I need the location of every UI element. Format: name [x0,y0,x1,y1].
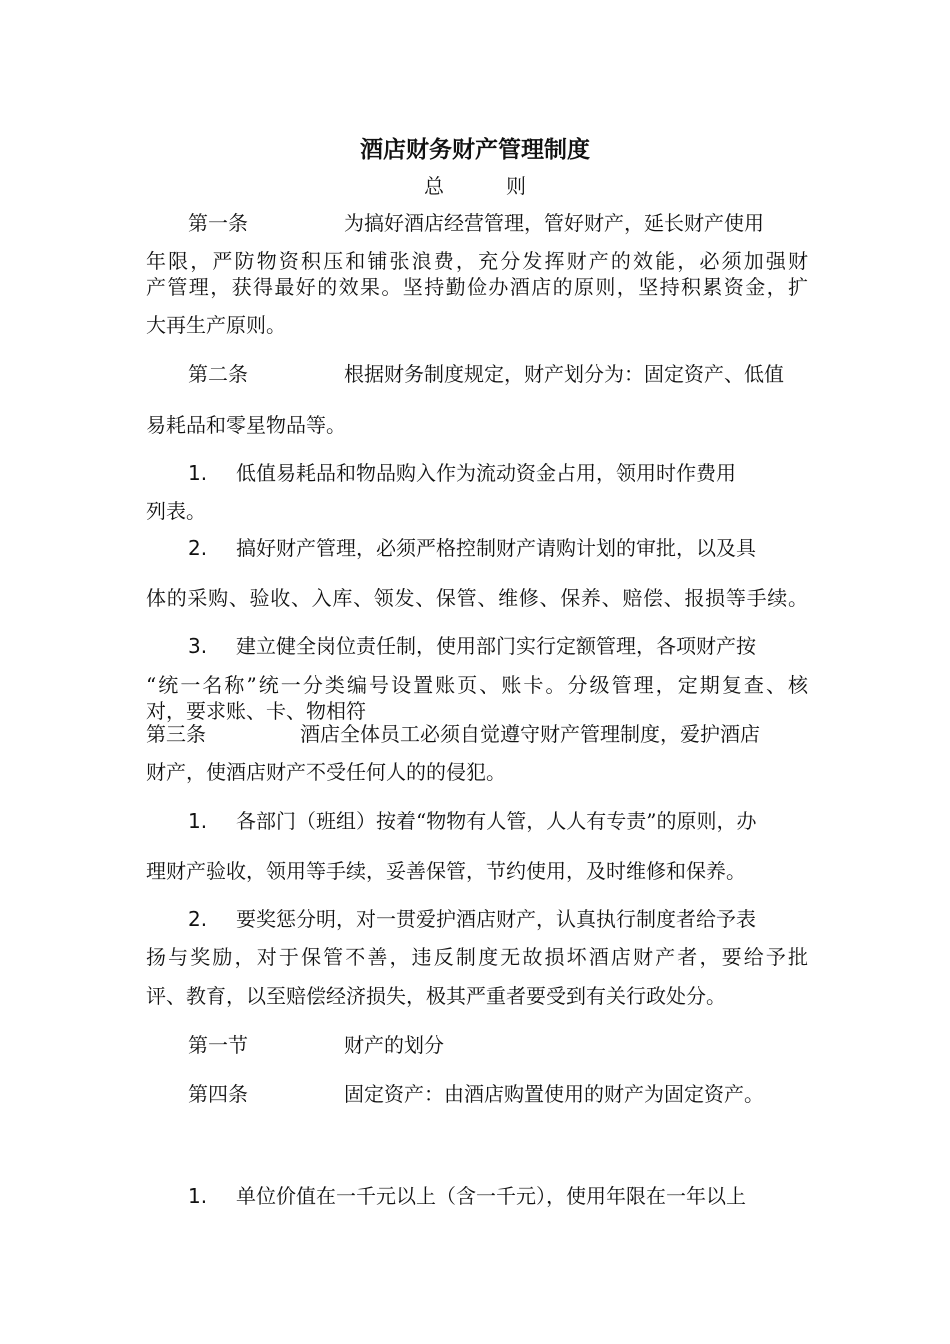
article-3-label: 第三条 [146,722,206,746]
article-3-item-2-number: 2. [188,907,208,931]
article-1-line-1 [146,208,808,238]
article-4-line-1 [146,1079,808,1109]
article-2-label: 第二条 [188,362,248,386]
article-2-item-2-number: 2. [188,536,208,560]
article-2-item-1-text: 低值易耗品和物品购入作为流动资金占用，领用时作费用 [236,461,736,485]
article-3-line-1 [146,719,808,749]
section-1-heading [146,1030,808,1060]
article-2-item-2-line-1 [146,533,808,563]
article-2-item-3-number: 3. [188,634,208,658]
article-4-text: 固定资产：由酒店购置使用的财产为固定资产。 [344,1082,764,1106]
article-3-text: 酒店全体员工必须自觉遵守财产管理制度，爱护酒店 [300,722,760,746]
article-3-item-1-number: 1. [188,809,208,833]
article-2-item-1-number: 1. [188,461,208,485]
article-3-item-2-text: 要奖惩分明，对一贯爱护酒店财产，认真执行制度者给予表 [236,907,756,931]
subtitle-left: 总 [424,174,444,198]
article-1-line-2: 年限，严防物资积压和铺张浪费，充分发挥财产的效能，必须加强财 [146,249,808,273]
article-4-label: 第四条 [188,1082,248,1106]
subtitle-right: 则 [506,174,526,198]
section-1-text: 财产的划分 [344,1033,444,1057]
article-1-line-3: 产管理，获得最好的效果。坚持勤俭办酒店的原则，坚持积累资金，扩 [146,275,808,299]
article-2-item-3-line-3: 对，要求账、卡、物相符 [146,699,366,723]
article-2-line-1 [146,359,808,389]
document-title: 酒店财务财产管理制度 [360,136,590,163]
article-2-item-1-line-1 [146,458,808,488]
article-1-text: 为搞好酒店经营管理，管好财产，延长财产使用 [344,211,764,235]
article-2-item-3-line-1 [146,631,808,661]
article-3-item-2-line-3: 评、教育，以至赔偿经济损失，极其严重者要受到有关行政处分。 [146,984,726,1008]
article-3-item-1-line-2: 理财产验收，领用等手续，妥善保管，节约使用，及时维修和保养。 [146,859,746,883]
article-2-item-1-line-2: 列表。 [146,499,206,523]
article-2-item-3-line-2: “统一名称”统一分类编号设置账页、账卡。分级管理，定期复查、核 [146,673,808,697]
article-2-line-2: 易耗品和零星物品等。 [146,413,346,437]
article-1-line-4: 大再生产原则。 [146,313,286,337]
article-3-item-2-line-2: 扬与奖励，对于保管不善，违反制度无故损坏酒店财产者，要给予批 [146,945,808,969]
section-1-label: 第一节 [188,1033,248,1057]
article-2-item-3-text: 建立健全岗位责任制，使用部门实行定额管理，各项财产按 [236,634,756,658]
article-3-line-2: 财产，使酒店财产不受任何人的的侵犯。 [146,760,506,784]
article-4-item-1-text: 单位价值在一千元以上（含一千元），使用年限在一年以上 [236,1184,746,1208]
article-2-item-2-line-2: 体的采购、验收、入库、领发、保管、维修、保养、赔偿、报损等手续。 [146,586,808,610]
article-2-text: 根据财务制度规定，财产划分为：固定资产、低值 [344,362,784,386]
article-3-item-1-line-1 [146,806,808,836]
article-3-item-1-text: 各部门（班组）按着“物物有人管，人人有专责”的原则，办 [236,809,757,833]
document-subtitle [0,171,950,201]
article-4-item-1-line-1 [146,1181,808,1211]
article-2-item-2-text: 搞好财产管理，必须严格控制财产请购计划的审批，以及具 [236,536,756,560]
article-1-label: 第一条 [188,211,248,235]
article-3-item-2-line-1 [146,904,808,934]
article-4-item-1-number: 1. [188,1184,208,1208]
